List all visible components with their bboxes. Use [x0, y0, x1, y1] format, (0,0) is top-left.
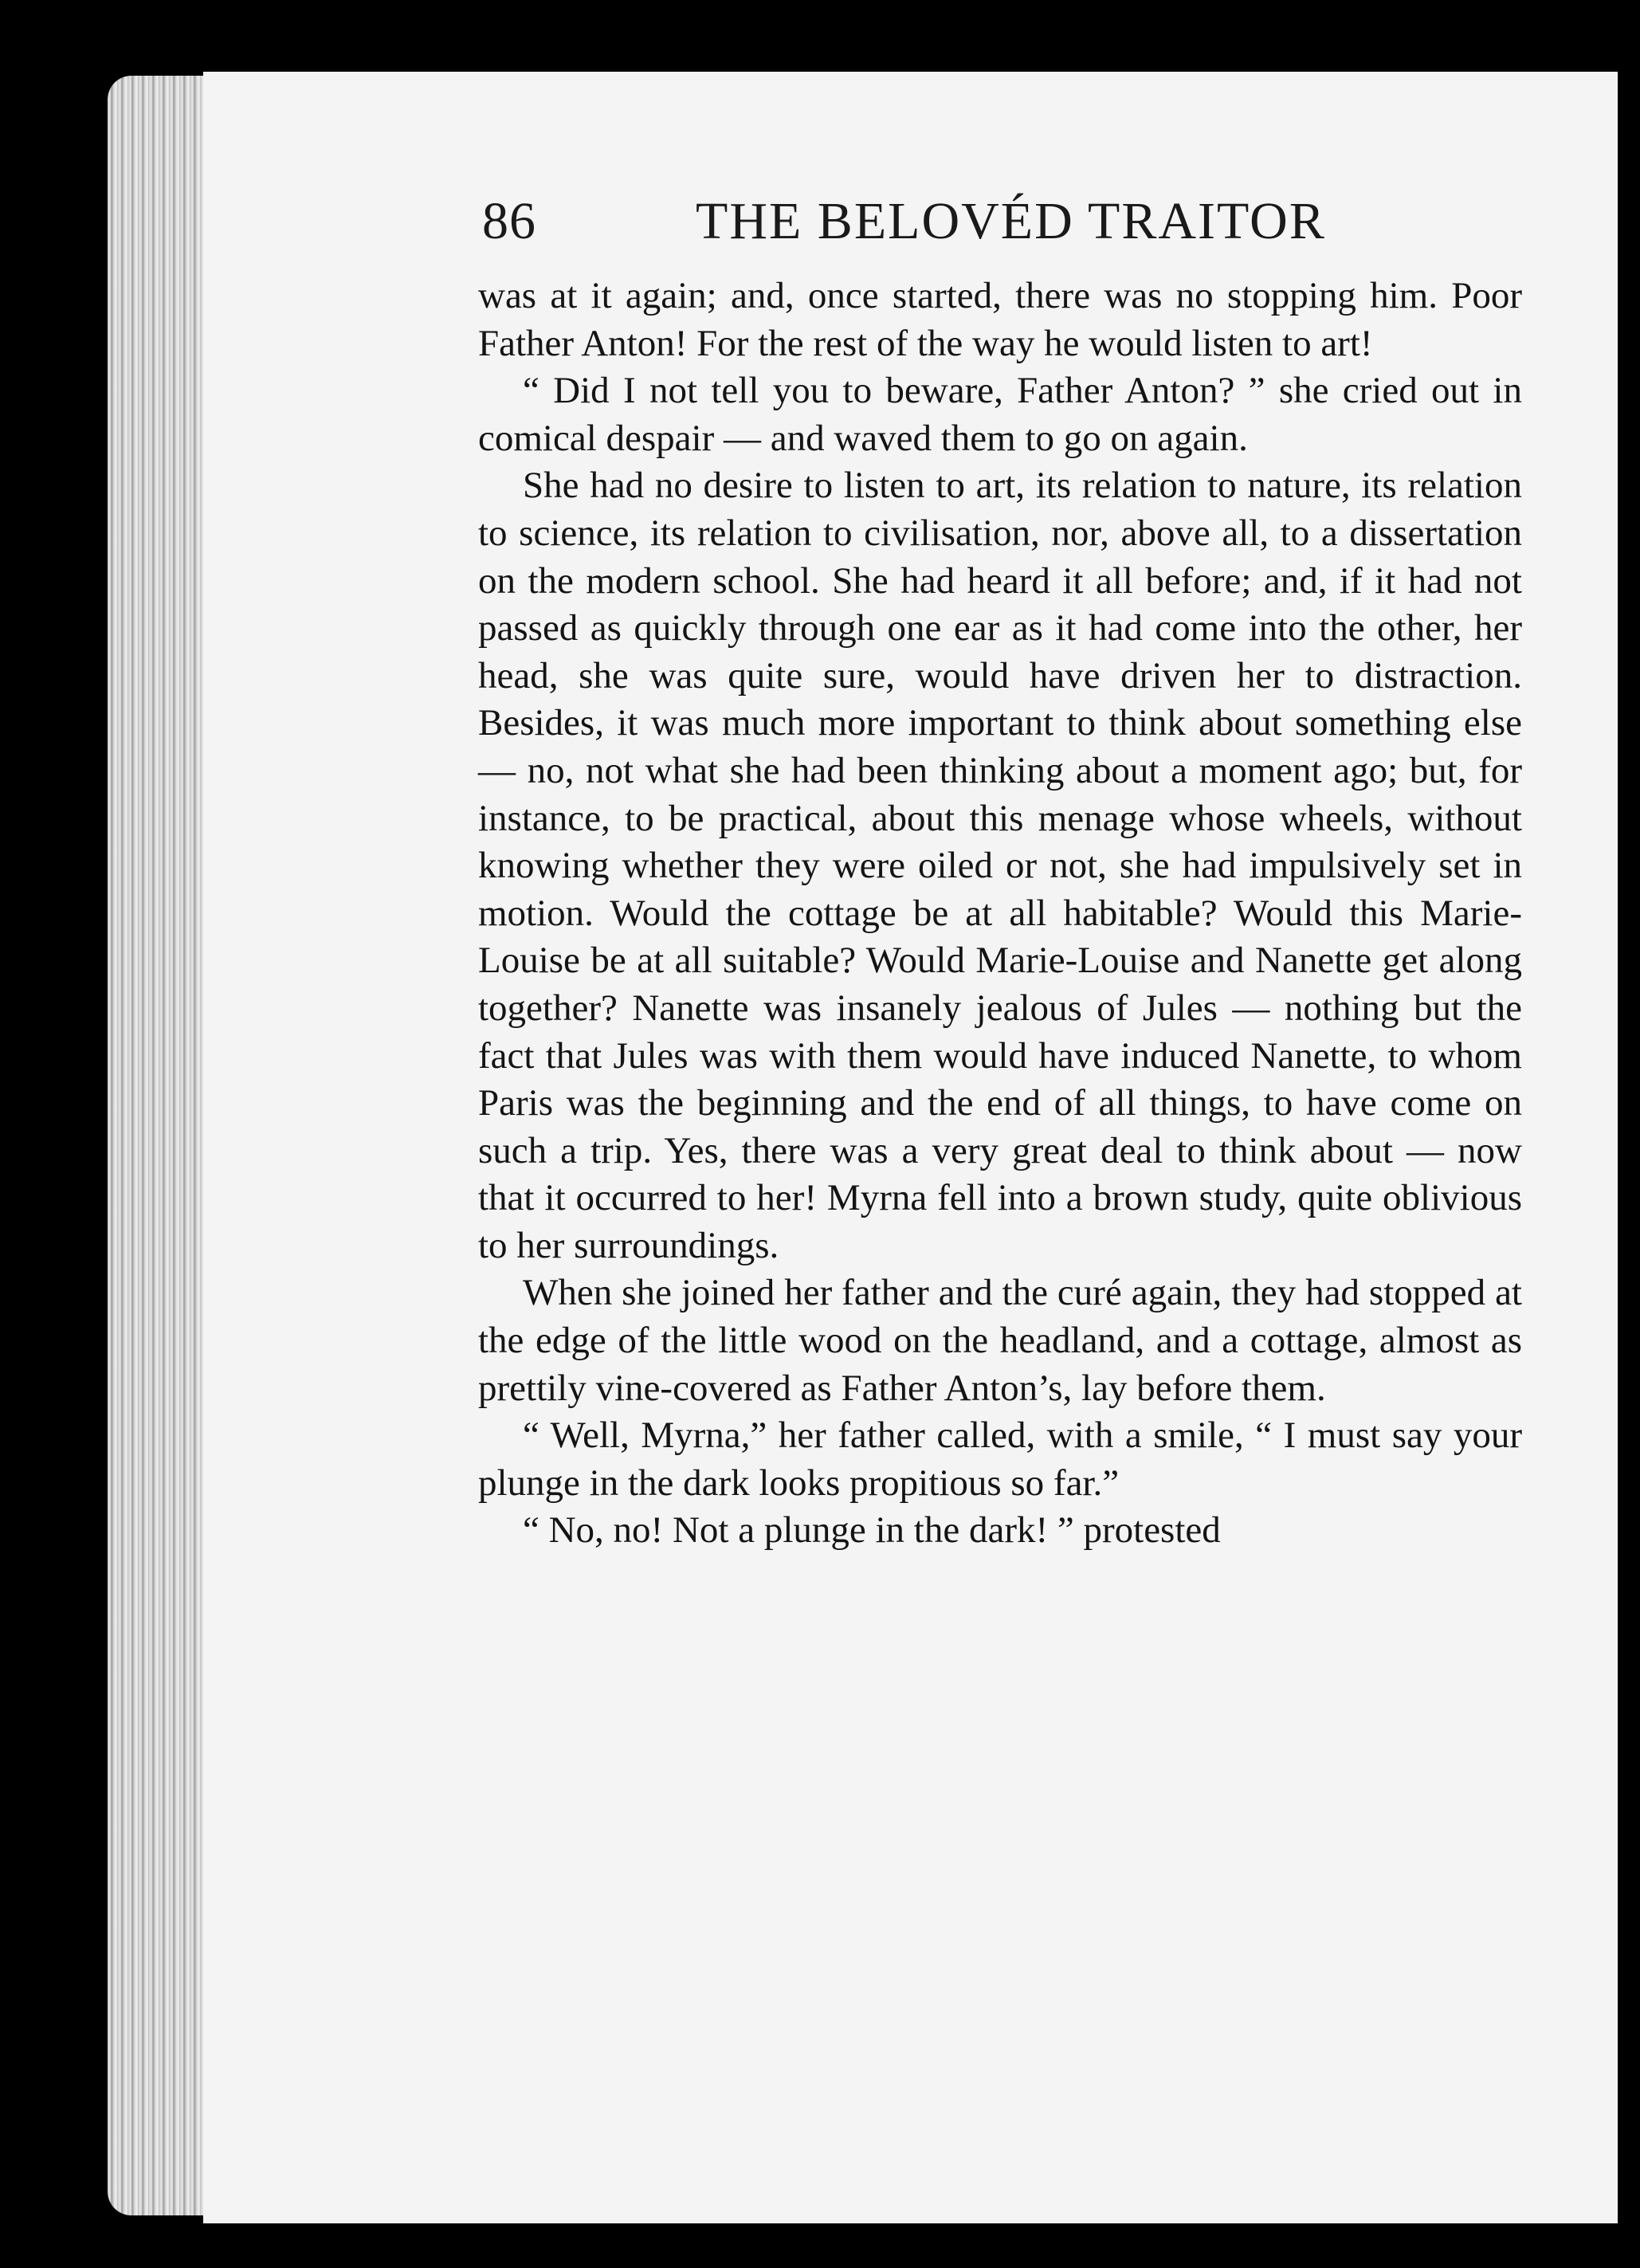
body-text: [478, 273, 1522, 1555]
running-head: [482, 191, 1326, 263]
paragraph: “ Well, Myrna,” her father called, with a smile, “ I must say your plunge in the dark looks propitious so far.”: [478, 1415, 1522, 1504]
page-number: 86: [482, 192, 536, 250]
paragraph: When she joined her father and the curé again, they had stopped at the edge of the little wood on the headland, and a cottage, almost as prettily vine-covered as Father Anton’s, lay before them.: [478, 1272, 1522, 1409]
paragraph: “ Did I not tell you to beware, Father Anton? ” she cried out in comical despair — and waved them to go on again.: [478, 370, 1522, 459]
paragraph: She had no desire to listen to art, its relation to nature, its relation to science, its relation to civilisation, nor, above all, to a dissertation on the modern school. She had heard it all before; and, if it had not passed as quickly through one ear as it had come into the other, her head, she was quite sure, would have driven her to distraction. Besides, it was much more important to think about something else — no, not what she had been thinking about a moment ago; but, for instance, to be practical, about this menage whose wheels, without knowing whether they were oiled or not, she had impulsively set in motion. Would the cottage be at all habitable? Would this Marie-Louise be at all suitable? Would Marie-Louise and Nanette get along together? Nanette was insanely jealous of Jules — nothing but the fact that Jules was with them would have induced Nanette, to whom Paris was the beginning and the end of all things, to have come on such a trip. Yes, there was a very great deal to think about — now that it occurred to her! Myrna fell into a brown study, quite oblivious to her surroundings.: [478, 465, 1522, 1266]
book-title: THE BELOVÉD TRAITOR: [696, 192, 1326, 250]
paragraph: was at it again; and, once started, there was no stopping him. Poor Father Anton! For the rest of the way he would listen to art!: [478, 275, 1522, 364]
paragraph: “ No, no! Not a plunge in the dark! ” protested: [523, 1509, 1221, 1552]
